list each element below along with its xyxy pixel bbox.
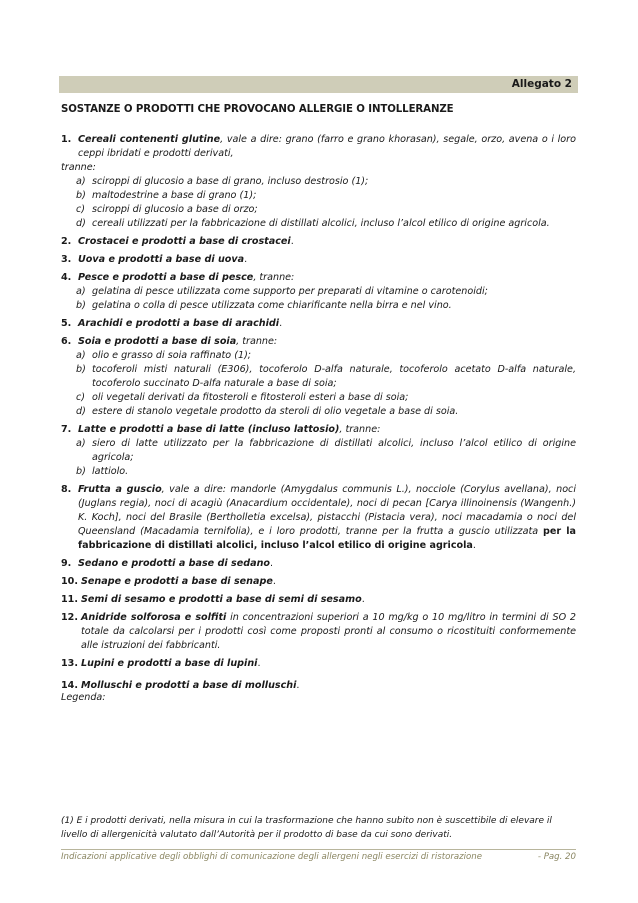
item-number: 9. xyxy=(61,558,72,569)
list-item-soia xyxy=(61,335,576,419)
sub-item-text: cereali utilizzati per la fabbricazione di distillati alcolici, incluso l’alcol etilico di origine agricola. xyxy=(92,218,550,229)
page-number: - Pag. 20 xyxy=(537,852,576,862)
sub-item-text: oli vegetali derivati da fitosteroli e fitosteroli esteri a base di soia; xyxy=(92,392,409,403)
item-number: 7. xyxy=(61,424,72,435)
sub-item-text: siero di latte utilizzato per la fabbricazione di distillati alcolici, incluso l’alcol etilico di origine agricola; xyxy=(92,438,576,463)
list-item-frutta-a-guscio xyxy=(61,483,576,553)
list-item-uova xyxy=(61,253,576,267)
item-name: Crostacei e prodotti a base di crostacei xyxy=(78,236,291,247)
item-end: . xyxy=(272,576,276,587)
item-name: Cereali contenenti glutine xyxy=(78,134,221,145)
item-number: 1. xyxy=(61,134,72,145)
sub-letter: c) xyxy=(76,392,86,403)
footnote: (1) E i prodotti derivati, nella misura in cui la trasformazione che hanno subito non è suscettibile di elevare il livello di allergenicità valutato dall’Autorità per il prodotto di base da cui sono derivati. xyxy=(61,816,552,840)
item-text: , vale a dire: mandorle (Amygdalus communis L.), nocciole (Corylus avellana), noci (Juglans regia), noci di acagiù (Anacardium occidentale), noci di pecan [Carya illinoinensis (Wangenh.) K. Koch], noci del Brasile (Bertholletia excelsa), pistacchi (Pistacia vera), noci macadamia o noci del Queensland (Macadamia ternifolia), e i loro prodotti, tranne per la frutta a guscio utilizzata xyxy=(78,484,576,537)
item-end: . xyxy=(270,558,274,569)
sub-letter: b) xyxy=(76,364,86,375)
footer-divider xyxy=(61,849,576,850)
item-number: 11. xyxy=(61,594,78,605)
item-number: 2. xyxy=(61,236,72,247)
list-item-latte xyxy=(61,423,576,479)
item-name: Senape e prodotti a base di senape xyxy=(81,576,273,587)
item-name: Anidride solforosa e solfiti xyxy=(81,612,227,623)
item-name: Lupini e prodotti a base di lupini xyxy=(81,658,258,669)
item-text: , tranne: xyxy=(253,272,295,283)
item-number: 4. xyxy=(61,272,72,283)
item-name: Uova e prodotti a base di uova xyxy=(78,254,245,265)
sub-letter: d) xyxy=(76,406,86,417)
item-bold-tail: per la fabbricazione di distillati alcolici, incluso l’alcol etilico di origine agricola xyxy=(78,526,576,551)
allergen-list xyxy=(61,133,576,705)
item-name: Semi di sesamo e prodotti a base di semi di sesamo xyxy=(81,594,362,605)
sub-letter: b) xyxy=(76,300,86,311)
sub-letter: b) xyxy=(76,466,86,477)
list-item-arachidi xyxy=(61,317,576,331)
sub-letter: a) xyxy=(76,350,86,361)
sub-item-text: gelatina di pesce utilizzata come supporto per preparati di vitamine o carotenoidi; xyxy=(92,286,488,297)
annex-label: Allegato 2 xyxy=(511,78,572,90)
item-text: , tranne: xyxy=(339,424,381,435)
sub-letter: d) xyxy=(76,218,86,229)
item-name: Frutta a guscio xyxy=(78,484,162,495)
list-item-molluschi xyxy=(61,679,576,693)
sub-item-text: olio e grasso di soia raffinato (1); xyxy=(92,350,252,361)
item-end: . xyxy=(290,236,294,247)
item-number: 6. xyxy=(61,336,72,347)
sub-letter: a) xyxy=(76,176,86,187)
sub-letter: b) xyxy=(76,190,86,201)
item-name: Molluschi e prodotti a base di molluschi xyxy=(81,680,297,691)
sub-item-text: estere di stanolo vegetale prodotto da steroli di olio vegetale a base di soia. xyxy=(92,406,459,417)
sub-letter: a) xyxy=(76,286,86,297)
item-end: . xyxy=(244,254,248,265)
item-end: . xyxy=(472,540,476,551)
list-item-sedano xyxy=(61,557,576,571)
list-item-pesce xyxy=(61,271,576,313)
item-name: Pesce e prodotti a base di pesce xyxy=(78,272,254,283)
item-number: 8. xyxy=(61,484,72,495)
sub-item-text: sciroppi di glucosio a base di orzo; xyxy=(92,204,258,215)
item-number: 12. xyxy=(61,612,78,623)
item-text: in concentrazioni superiori a 10 mg/kg o 10 mg/litro in termini di SO 2 totale da calcolarsi per i prodotti così come proposti pronti al consumo o ricostituiti conformemente alle istruzioni dei fabbricanti. xyxy=(81,612,576,651)
sub-item-text: gelatina o colla di pesce utilizzata come chiarificante nella birra e nel vino. xyxy=(92,300,452,311)
item-name: Soia e prodotti a base di soia xyxy=(78,336,237,347)
item-number: 3. xyxy=(61,254,72,265)
list-item-cereali xyxy=(61,133,576,231)
footer-text: Indicazioni applicative degli obblighi di comunicazione degli allergeni negli esercizi di ristorazione xyxy=(61,852,483,862)
list-item-lupini xyxy=(61,657,576,671)
document-title: SOSTANZE O PRODOTTI CHE PROVOCANO ALLERGIE O INTOLLERANZE xyxy=(61,104,454,115)
item-number: 5. xyxy=(61,318,72,329)
annex-header-bar xyxy=(59,76,578,93)
sub-item-text: sciroppi di glucosio a base di grano, incluso destrosio (1); xyxy=(92,176,369,187)
item-end: . xyxy=(257,658,261,669)
sub-item-text: lattiolo. xyxy=(92,466,129,477)
sub-letter: c) xyxy=(76,204,86,215)
sub-item-text: maltodestrine a base di grano (1); xyxy=(92,190,257,201)
item-number: 13. xyxy=(61,658,78,669)
sub-letter: a) xyxy=(76,438,86,449)
sub-item-text: tocoferoli misti naturali (E306), tocoferolo D-alfa naturale, tocoferolo acetato D-alfa naturale, tocoferolo succinato D-alfa naturale a base di soia; xyxy=(92,364,576,389)
list-item-solfiti xyxy=(61,611,576,653)
page-footer xyxy=(61,852,576,862)
legend-label: Legenda: xyxy=(61,692,106,703)
item-name: Arachidi e prodotti a base di arachidi xyxy=(78,318,280,329)
item-text: , vale a dire: grano (farro e grano khorasan), segale, orzo, avena o i loro ceppi ibridati e prodotti derivati, xyxy=(78,134,576,159)
list-item-sesamo xyxy=(61,593,576,607)
list-item-crostacei xyxy=(61,235,576,249)
item-number: 10. xyxy=(61,576,78,587)
item-end: . xyxy=(361,594,365,605)
item-number: 14. xyxy=(61,680,78,691)
item-end: . xyxy=(279,318,283,329)
item-name: Sedano e prodotti a base di sedano xyxy=(78,558,271,569)
tranne-label: tranne: xyxy=(61,162,96,173)
item-name: Latte e prodotti a base di latte (incluso lattosio) xyxy=(78,424,340,435)
item-text: , tranne: xyxy=(236,336,278,347)
item-end: . xyxy=(296,680,300,691)
list-item-senape xyxy=(61,575,576,589)
